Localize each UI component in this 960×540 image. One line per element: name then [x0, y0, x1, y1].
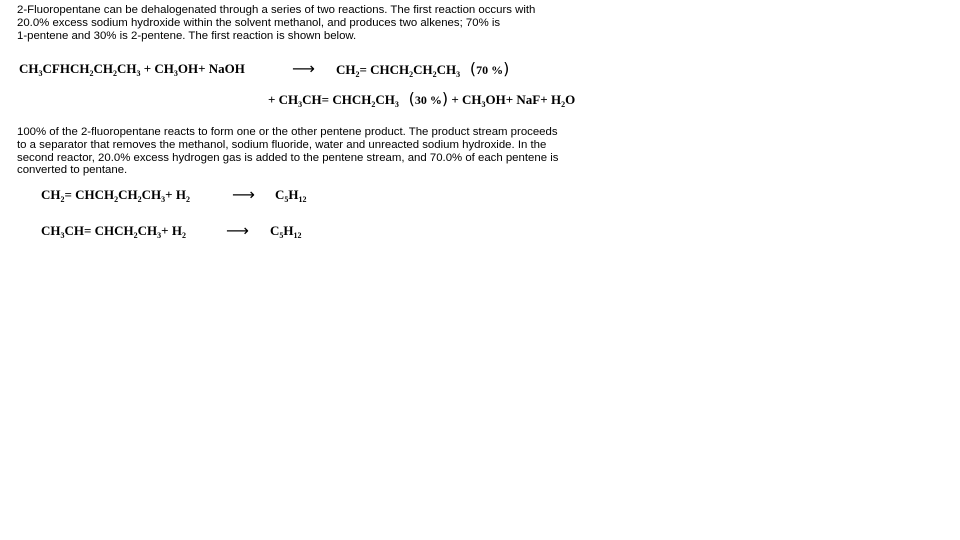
- formula-text: CFHCH: [42, 61, 90, 76]
- subscript: 2: [561, 100, 566, 109]
- formula-text: CH: [137, 223, 158, 238]
- formula-text: H: [283, 223, 294, 238]
- plus-sign: +: [143, 61, 155, 76]
- intro-line: 2-Fluoropentane can be dehalogenated through a series of two reactions. The first reaction occurs with: [17, 4, 536, 16]
- reaction2-product: [275, 187, 307, 203]
- formula-text: C: [275, 187, 285, 202]
- formula-text: CH: [19, 61, 39, 76]
- subscript: 2: [409, 70, 414, 79]
- formula-text: O: [565, 92, 576, 107]
- formula-text: CH: [375, 92, 395, 107]
- subscript: 2: [371, 100, 376, 109]
- subscript: 12: [298, 195, 307, 204]
- formula-text: NaOH: [208, 61, 245, 76]
- plus-sign: +: [165, 187, 176, 202]
- reaction-arrow-icon: ⟶: [226, 221, 249, 240]
- formula-text: OH: [485, 92, 506, 107]
- formula-text: CH: [141, 187, 162, 202]
- subscript: 3: [60, 231, 65, 240]
- formula-text: NaF: [516, 92, 541, 107]
- middle-paragraph: [17, 126, 558, 177]
- subscript: 3: [157, 231, 162, 240]
- subscript: 5: [284, 195, 289, 204]
- plus-sign: +: [451, 92, 463, 107]
- reaction3-reactants: [41, 223, 186, 239]
- subscript: 2: [112, 69, 117, 78]
- formula-text: CH: [41, 223, 61, 238]
- subscript: 5: [279, 231, 284, 240]
- subscript: 2: [133, 231, 138, 240]
- subscript: 2: [185, 195, 190, 204]
- reaction-arrow-icon: ⟶: [232, 185, 255, 204]
- subscript: 3: [38, 69, 43, 78]
- subscript: 2: [89, 69, 94, 78]
- formula-text: = CHCH: [359, 62, 410, 77]
- subscript: 2: [137, 195, 142, 204]
- subscript: 2: [181, 231, 186, 240]
- formula-text: H: [550, 92, 562, 107]
- formula-text: OH: [177, 61, 199, 76]
- formula-text: CH: [93, 61, 113, 76]
- subscript: 3: [136, 69, 141, 78]
- formula-text: C: [270, 223, 280, 238]
- formula-text: H: [175, 187, 186, 202]
- formula-text: CH: [462, 92, 482, 107]
- subscript: 2: [114, 195, 119, 204]
- intro-line: 1-pentene and 30% is 2-pentene. The first reaction is shown below.: [17, 29, 357, 42]
- plus-sign: +: [268, 92, 279, 107]
- reaction3-product: [270, 223, 302, 239]
- subscript: 3: [161, 195, 166, 204]
- reaction1-product-1: [336, 61, 509, 78]
- paren-close: ): [441, 89, 449, 108]
- subscript: 3: [298, 100, 303, 109]
- paren-open: (: [469, 59, 477, 78]
- subscript: 2: [432, 70, 437, 79]
- subscript: 3: [456, 70, 461, 79]
- formula-text: CH: [154, 61, 174, 76]
- formula-text: CH: [336, 62, 356, 77]
- formula-text: CH: [278, 92, 299, 107]
- intro-line: 20.0% excess sodium hydroxide within the solvent methanol, and produces two alkenes; 70% is: [17, 16, 501, 29]
- formula-text: CH= CHCH: [302, 92, 372, 107]
- product-percent: 30 %: [414, 93, 442, 107]
- subscript: 3: [394, 100, 399, 109]
- paren-close: ): [503, 59, 510, 78]
- formula-text: H: [171, 223, 182, 238]
- plus-sign: +: [161, 223, 172, 238]
- reaction1-product-line-2: [268, 91, 575, 108]
- paren-open: (: [408, 89, 415, 108]
- middle-line: to a separator that removes the methanol, sodium fluoride, water and unreacted sodium hydroxide. In the: [17, 138, 547, 151]
- middle-line: 100% of the 2-fluoropentane reacts to form one or the other pentene product. The product stream proceeds: [17, 126, 558, 138]
- formula-text: = CHCH: [64, 187, 115, 202]
- reaction2-reactants: [41, 187, 190, 203]
- plus-sign: +: [198, 61, 209, 76]
- product-percent: 70 %: [476, 63, 504, 77]
- subscript: 2: [60, 195, 65, 204]
- formula-text: CH: [436, 62, 457, 77]
- subscript: 12: [293, 231, 302, 240]
- formula-text: CH: [116, 61, 137, 76]
- reaction-arrow-icon: ⟶: [292, 59, 315, 78]
- plus-sign: +: [505, 92, 517, 107]
- plus-sign: +: [540, 92, 551, 107]
- formula-text: CH: [413, 62, 433, 77]
- middle-line: converted to pentane.: [17, 164, 128, 177]
- reaction1-reactants: [19, 61, 245, 77]
- formula-text: CH= CHCH: [64, 223, 134, 238]
- subscript: 3: [173, 69, 178, 78]
- subscript: 3: [481, 100, 486, 109]
- formula-text: CH: [41, 187, 61, 202]
- subscript: 2: [355, 70, 360, 79]
- formula-text: CH: [118, 187, 138, 202]
- intro-paragraph: [17, 4, 535, 42]
- middle-line: second reactor, 20.0% excess hydrogen gas is added to the pentene stream, and 70.0% of each pentene is: [17, 151, 559, 164]
- formula-text: H: [288, 187, 299, 202]
